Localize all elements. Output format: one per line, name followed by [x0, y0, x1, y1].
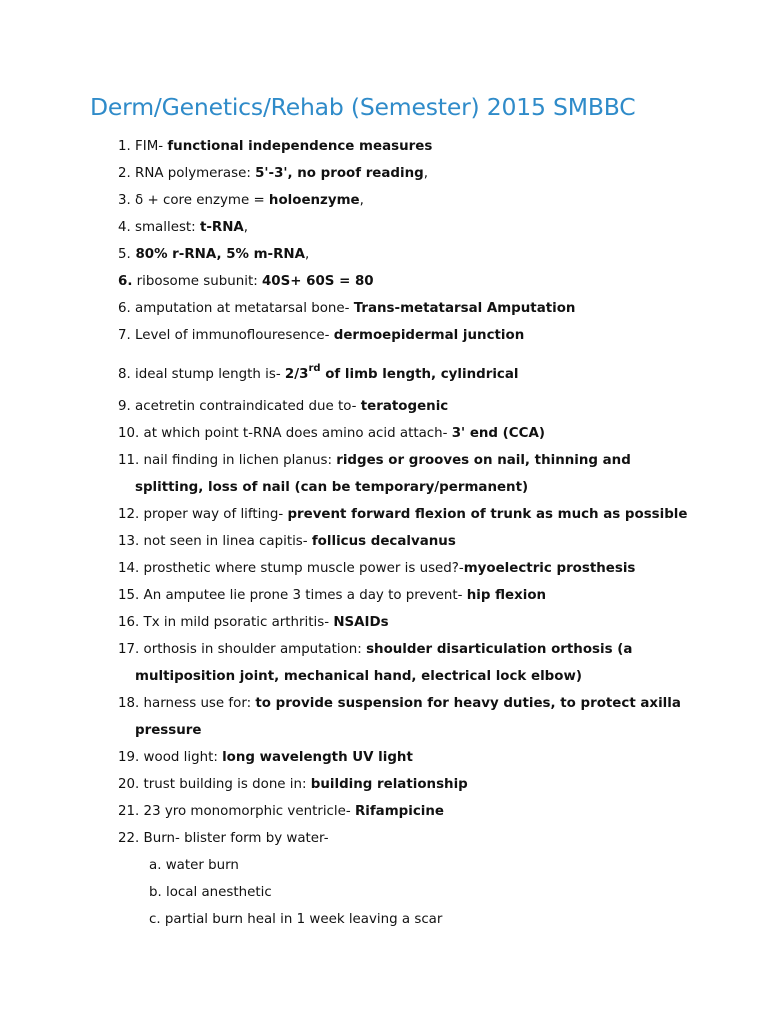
item-question: trust building is done in: [139, 777, 311, 792]
item-question: ideal stump length is- [130, 367, 285, 382]
item-answer: functional independence measures [167, 139, 433, 154]
item-answer: long wavelength UV light [222, 750, 413, 765]
item-number: 4. [118, 220, 131, 235]
item-question: Level of immunoflouresence- [130, 328, 334, 343]
list-item [118, 273, 374, 291]
item-answer: t-RNA [199, 220, 244, 235]
list-item [149, 857, 239, 875]
list-item [118, 614, 389, 632]
item-number: 7. [118, 328, 131, 343]
item-answer: Trans-metatarsal Amputation [353, 301, 576, 316]
item-number: 18. [118, 696, 140, 711]
item-answer: hip flexion [466, 588, 547, 603]
item-answer: 2/3 [284, 367, 309, 382]
list-item [118, 749, 413, 767]
item-answer: building relationship [310, 777, 468, 792]
list-item [118, 300, 575, 318]
item-number: 10. [118, 426, 140, 441]
item-number: 20. [118, 777, 140, 792]
item-answer: teratogenic [360, 399, 449, 414]
list-item [118, 803, 444, 821]
item-question: at which point t-RNA does amino acid attach- [139, 426, 452, 441]
list-item [118, 587, 546, 605]
item-question: Tx in mild psoratic arthritis- [139, 615, 334, 630]
item-question: prosthetic where stump muscle power is used?- [139, 561, 464, 576]
list-item [118, 165, 428, 183]
item-number: 22. [118, 831, 140, 846]
list-item [118, 452, 631, 470]
item-number: 6. [118, 274, 133, 289]
item-answer: prevent forward flexion of trunk as much as possible [287, 507, 688, 522]
item-question: orthosis in shoulder amputation: [139, 642, 367, 657]
sub-item-letter: c. [149, 912, 161, 927]
item-question: FIM- [130, 139, 168, 154]
item-answer: dermoepidermal junction [333, 328, 525, 343]
item-answer: 5'-3', no proof reading [255, 166, 424, 181]
item-trailing-punctuation: , [243, 220, 249, 235]
item-number: 6. [118, 301, 131, 316]
item-number: 3. [118, 193, 131, 208]
item-question: ribosome subunit: [132, 274, 262, 289]
item-answer: follicus decalvanus [311, 534, 456, 549]
item-answer-continued: of limb length, cylindrical [320, 367, 519, 382]
item-number: 2. [118, 166, 131, 181]
item-number: 5. [118, 247, 131, 262]
item-number: 17. [118, 642, 140, 657]
item-number: 21. [118, 804, 140, 819]
item-number: 13. [118, 534, 140, 549]
document-title: Derm/Genetics/Rehab (Semester) 2015 SMBBC [90, 93, 636, 121]
item-question: water burn [161, 858, 239, 873]
item-question: nail finding in lichen planus: [139, 453, 337, 468]
item-trailing-punctuation: , [304, 247, 310, 262]
list-item [118, 641, 632, 659]
item-question: An amputee lie prone 3 times a day to prevent- [139, 588, 467, 603]
item-answer: to provide suspension for heavy duties, to protect axilla [255, 696, 681, 711]
item-number: 11. [118, 453, 140, 468]
item-answer: 80% r-RNA, 5% m-RNA [130, 247, 305, 262]
item-question: wood light: [139, 750, 223, 765]
item-question: RNA polymerase: [130, 166, 256, 181]
item-question: 23 yro monomorphic ventricle- [139, 804, 355, 819]
item-question: acetretin contraindicated due to- [130, 399, 361, 414]
item-answer: 3' end (CCA) [451, 426, 545, 441]
list-item [118, 695, 681, 713]
item-continuation: multiposition joint, mechanical hand, electrical lock elbow) [135, 669, 582, 684]
list-item [118, 506, 687, 524]
item-question: proper way of lifting- [139, 507, 288, 522]
list-item [118, 246, 309, 264]
item-number: 9. [118, 399, 131, 414]
item-answer: NSAIDs [333, 615, 389, 630]
list-item [118, 219, 248, 237]
sub-item-letter: a. [149, 858, 162, 873]
list-item [118, 830, 329, 848]
list-item [118, 363, 519, 384]
list-item [118, 138, 432, 156]
item-question: smallest: [130, 220, 200, 235]
list-item [118, 560, 635, 578]
list-item [149, 911, 442, 929]
item-number: 16. [118, 615, 140, 630]
list-item [135, 479, 528, 497]
item-answer: ridges or grooves on nail, thinning and [336, 453, 631, 468]
list-item [135, 668, 582, 686]
sub-item-letter: b. [149, 885, 162, 900]
item-number: 1. [118, 139, 131, 154]
list-item [118, 327, 524, 345]
item-question: amputation at metatarsal bone- [130, 301, 354, 316]
item-answer: holoenzyme [268, 193, 360, 208]
item-number: 15. [118, 588, 140, 603]
item-number: 19. [118, 750, 140, 765]
item-number: 14. [118, 561, 140, 576]
item-continuation: splitting, loss of nail (can be temporary/permanent) [135, 480, 529, 495]
item-question: partial burn heal in 1 week leaving a scar [160, 912, 443, 927]
item-question: harness use for: [139, 696, 256, 711]
item-answer: myoelectric prosthesis [463, 561, 636, 576]
item-continuation: pressure [135, 723, 202, 738]
item-trailing-punctuation: , [359, 193, 364, 208]
list-item [118, 533, 456, 551]
item-question: local anesthetic [161, 885, 272, 900]
item-question: δ + core enzyme = [130, 193, 269, 208]
item-answer: 40S+ 60S = 80 [261, 274, 374, 289]
item-question: Burn- blister form by water- [139, 831, 329, 846]
list-item [135, 722, 201, 740]
list-item [118, 398, 448, 416]
list-item [118, 776, 468, 794]
item-superscript: rd [308, 363, 321, 374]
item-trailing-punctuation: , [423, 166, 428, 181]
list-item [149, 884, 272, 902]
item-answer: Rifampicine [354, 804, 444, 819]
item-question: not seen in linea capitis- [139, 534, 312, 549]
item-answer: shoulder disarticulation orthosis (a [366, 642, 633, 657]
list-item [118, 192, 364, 210]
list-item [118, 425, 545, 443]
item-number: 8. [118, 367, 131, 382]
item-number: 12. [118, 507, 140, 522]
